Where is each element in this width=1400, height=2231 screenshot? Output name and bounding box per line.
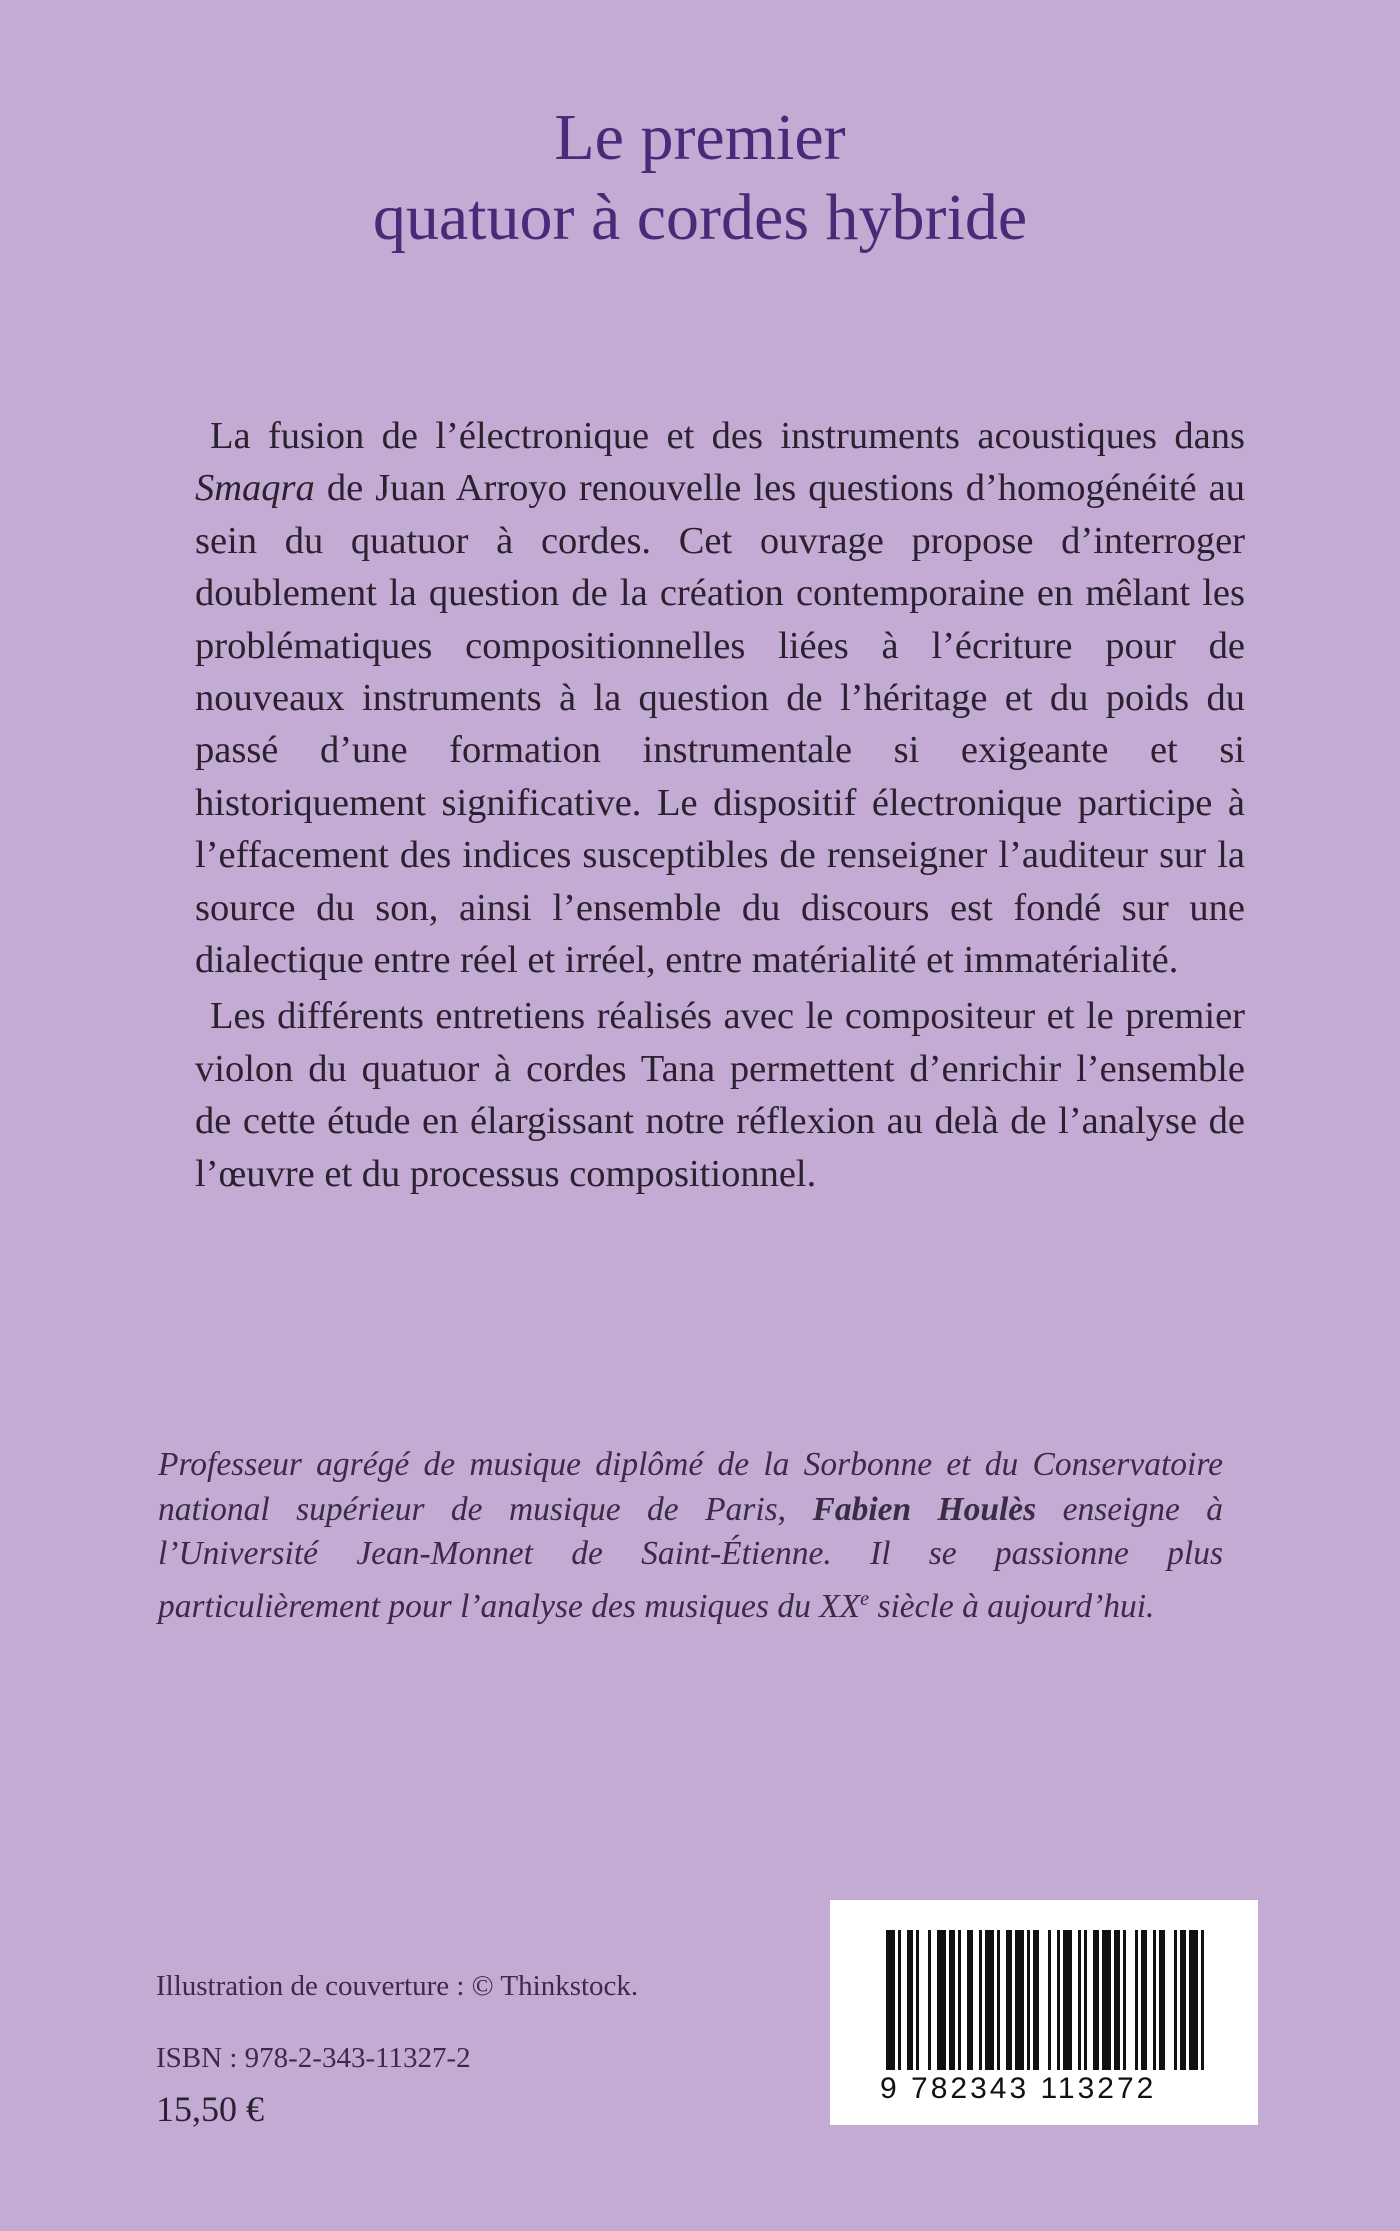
- barcode-bar: [967, 1930, 973, 2070]
- bio-text: enseigne à l’Université Jean-Monnet de Saint-Étienne. Il se passionne plus particulièrement pour l’analyse des musiques du XX: [158, 1490, 1223, 1625]
- barcode-bar: [928, 1930, 931, 2070]
- barcode-bar: [997, 1930, 1000, 2070]
- cover-credit: Illustration de couverture : © Thinkstock.: [156, 1970, 639, 2002]
- barcode-bar: [907, 1930, 913, 2070]
- author-bio: [158, 1443, 1223, 1629]
- barcode-bar: [1093, 1930, 1099, 2070]
- barcode-bar: [1084, 1930, 1087, 2070]
- barcode-bar: [1048, 1930, 1051, 2070]
- barcode-bar: [985, 1930, 994, 2070]
- barcode-bar: [886, 1930, 895, 2070]
- barcode-bar: [1201, 1930, 1204, 2070]
- barcode-bar: [916, 1930, 919, 2070]
- price: 15,50 €: [156, 2089, 264, 2129]
- work-title: Smaqra: [195, 467, 315, 510]
- barcode-bar: [1153, 1930, 1156, 2070]
- barcode-bar: [1159, 1930, 1165, 2070]
- author-name: Fabien Houlès: [812, 1490, 1037, 1528]
- barcode-bar: [1057, 1930, 1060, 2070]
- barcode-bar: [1141, 1930, 1147, 2070]
- bio-text: Professeur agrégé de musique diplômé de la Sorbonne et du Conservatoire national supérieur de musique de Paris,: [158, 1446, 1223, 1528]
- barcode-bar: [1180, 1930, 1186, 2070]
- barcode-bar: [1102, 1930, 1111, 2070]
- bio-text: siècle à aujourd’hui.: [869, 1587, 1155, 1625]
- title-line-2: quatuor à cordes hybride: [372, 181, 1028, 254]
- barcode-bar: [1114, 1930, 1120, 2070]
- barcode-bar: [949, 1930, 955, 2070]
- barcode-bar: [937, 1930, 946, 2070]
- blurb-text: La fusion de l’électronique et des instruments acoustiques dans: [210, 415, 1245, 457]
- barcode-bar: [898, 1930, 901, 2070]
- blurb-text: de Juan Arroyo renouvelle les questions d’homogénéité au sein du quatuor à cordes. Cet ouvrage propose d’interroger doublement la question de la création contemporaine en mêlant les problématiques compositionnelles liées à l’écriture pour de nouveaux instruments à la question de l’héritage et du poids du passé d’une formation instrumentale si exigeante et si historiquement significative. Le dispositif électronique participe à l’effacement des indices susceptibles de renseigner l’auditeur sur la source du son, ainsi l’ensemble du discours est fondé sur une dialectique entre réel et irréel, entre matérialité et immatérialité.: [195, 467, 1245, 982]
- barcode-bar: [979, 1930, 982, 2070]
- barcode-bar: [1123, 1930, 1126, 2070]
- barcode-digits: 9 782343 113272: [880, 2072, 1157, 2105]
- blurb-paragraph-1: [195, 410, 1245, 986]
- barcode-bar: [1027, 1930, 1030, 2070]
- barcode-bar: [1135, 1930, 1138, 2070]
- barcode-bar: [1063, 1930, 1072, 2070]
- blurb-paragraph-2: Les différents entretiens réalisés avec le compositeur et le premier violon du quatuor à cordes Tana permettent d’enrichir l’ensemble de cette étude en élargissant notre réflexion au delà de l’analyse de l’œuvre et du processus compositionnel.: [195, 995, 1245, 1195]
- barcode-bar: [1006, 1930, 1012, 2070]
- barcode-bar: [958, 1930, 961, 2070]
- isbn: ISBN : 978-2-343-11327-2: [156, 2042, 471, 2074]
- barcode: [830, 1900, 1258, 2125]
- century-superscript: e: [860, 1587, 870, 1610]
- barcode-bar: [1015, 1930, 1024, 2070]
- barcode-bar: [1078, 1930, 1081, 2070]
- book-title: [0, 98, 1400, 258]
- barcode-bar: [1033, 1930, 1039, 2070]
- blurb: [195, 410, 1245, 1200]
- title-line-1: Le premier: [554, 101, 846, 174]
- barcode-bar: [1174, 1930, 1177, 2070]
- barcode-bar: [1189, 1930, 1198, 2070]
